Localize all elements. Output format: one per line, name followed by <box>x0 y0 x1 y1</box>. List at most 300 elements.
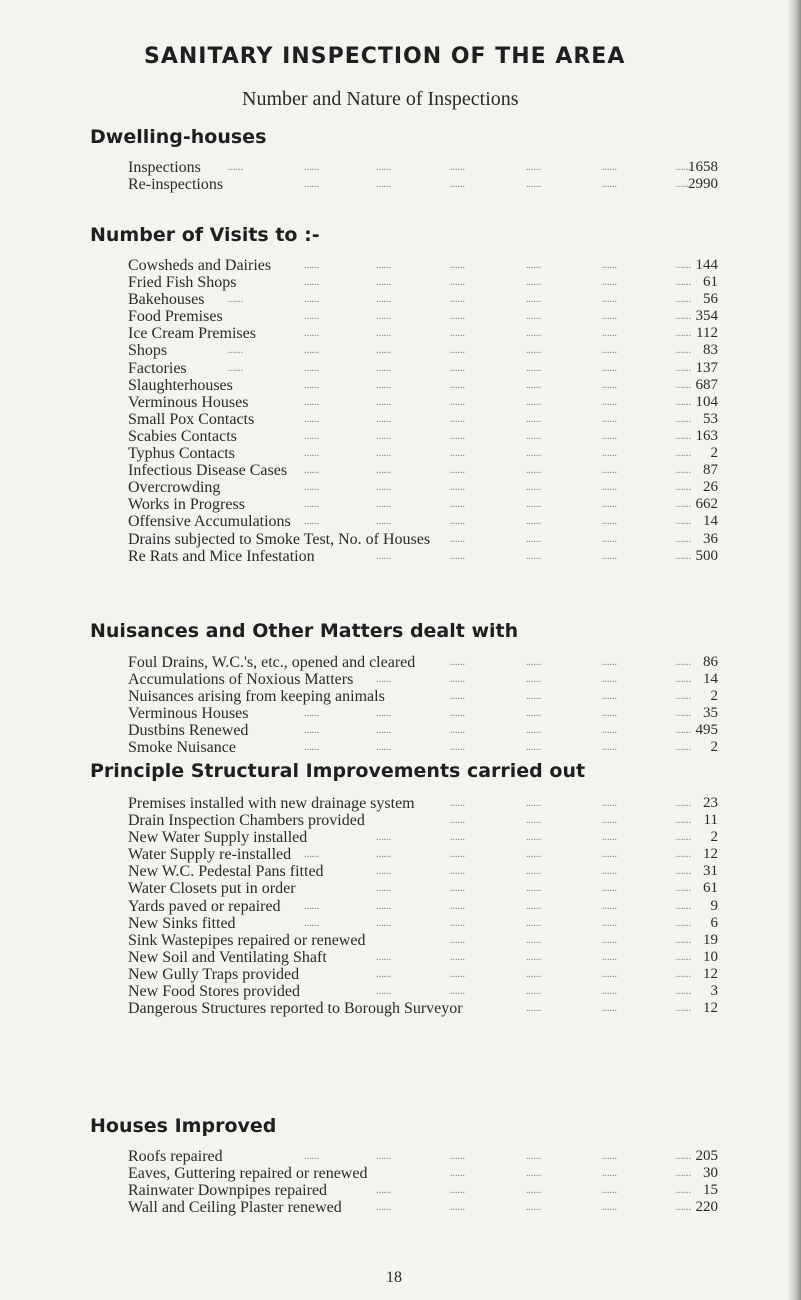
leader-dots: ...... <box>304 499 319 511</box>
leader-dots: ...... <box>304 362 319 374</box>
leader-dots: ...... <box>676 815 691 827</box>
leader-dots: ...... <box>228 294 243 306</box>
leader-dots: ...... <box>450 849 465 861</box>
leader-dots: ...... <box>526 379 541 391</box>
leader-dots: ...... <box>602 379 617 391</box>
leader-dots: ...... <box>602 362 617 374</box>
leader-dots: ...... <box>450 708 465 720</box>
leader-dots: ...... <box>304 708 319 720</box>
row-label: Scabies Contacts <box>128 427 237 445</box>
table-row <box>128 513 718 530</box>
leader-dots: ...... <box>228 162 243 173</box>
leader-dots: ...... <box>304 277 319 289</box>
table-row <box>128 1148 718 1165</box>
row-value: 112 <box>696 325 718 342</box>
leader-dots: ...... <box>450 1151 465 1162</box>
table-row <box>128 428 718 445</box>
leader-dots: ...... <box>526 849 541 861</box>
row-label: Roofs repaired <box>128 1148 223 1165</box>
table-row <box>128 1000 718 1017</box>
leader-dots: ...... <box>676 345 691 357</box>
leader-dots: ...... <box>526 413 541 425</box>
leader-dots: ...... <box>450 815 465 827</box>
leader-dots: ...... <box>228 345 243 357</box>
row-value: 86 <box>703 654 718 670</box>
leader-dots: ...... <box>676 849 691 861</box>
leader-dots: ...... <box>676 951 691 963</box>
leader-dots: ...... <box>376 883 391 895</box>
leader-dots: ...... <box>602 986 617 998</box>
leader-dots: ...... <box>304 345 319 357</box>
leader-dots: ...... <box>526 832 541 844</box>
row-label: Drain Inspection Chambers provided <box>128 812 365 830</box>
row-label: Shops <box>128 342 168 360</box>
leader-dots: ...... <box>450 362 465 374</box>
section-heading-houses-improved: Houses Improved <box>90 1115 277 1137</box>
leader-dots: ...... <box>676 413 691 425</box>
row-value: 61 <box>703 274 718 291</box>
row-value: 104 <box>695 393 718 410</box>
table-row <box>128 308 718 325</box>
leader-dots: ...... <box>376 1202 391 1214</box>
row-value: 163 <box>695 427 718 444</box>
leader-dots: ...... <box>602 179 617 191</box>
leader-dots: ...... <box>376 465 391 477</box>
leader-dots: ...... <box>602 413 617 425</box>
row-label: New Soil and Ventilating Shaft <box>128 948 327 966</box>
row-value: 662 <box>695 496 718 513</box>
row-value: 3 <box>710 983 718 1000</box>
leader-dots: ...... <box>450 742 465 754</box>
table-row <box>128 983 718 1000</box>
leader-dots: ...... <box>304 162 319 173</box>
leader-dots: ...... <box>602 1185 617 1197</box>
leader-dots: ...... <box>304 465 319 477</box>
leader-dots: ...... <box>602 691 617 703</box>
row-value: 11 <box>703 812 718 829</box>
leader-dots: ...... <box>450 934 465 946</box>
table-row <box>128 739 718 756</box>
leader-dots: ...... <box>526 294 541 306</box>
table-row <box>128 722 718 739</box>
leader-dots: ...... <box>602 260 617 271</box>
row-value: 2990 <box>688 176 718 193</box>
table-row <box>128 274 718 291</box>
leader-dots: ...... <box>376 866 391 878</box>
row-label: Overcrowding <box>128 479 221 497</box>
leader-dots: ...... <box>602 934 617 946</box>
row-label: New Sinks fitted <box>128 914 236 932</box>
leader-dots: ...... <box>602 866 617 878</box>
row-label: Typhus Contacts <box>128 445 235 463</box>
leader-dots: ...... <box>376 396 391 408</box>
row-value: 6 <box>710 914 718 931</box>
leader-dots: ...... <box>676 657 691 668</box>
table-row <box>128 496 718 513</box>
leader-dots: ...... <box>304 396 319 408</box>
row-label: New W.C. Pedestal Pans fitted <box>128 863 324 881</box>
leader-dots: ...... <box>450 691 465 703</box>
leader-dots: ...... <box>304 482 319 494</box>
table-row <box>128 932 718 949</box>
leader-dots: ...... <box>376 448 391 460</box>
page-edge-shadow <box>787 0 801 1300</box>
leader-dots: ...... <box>676 883 691 895</box>
leader-dots: ...... <box>676 550 691 562</box>
leader-dots: ...... <box>376 742 391 754</box>
table-row <box>128 898 718 915</box>
leader-dots: ...... <box>376 725 391 737</box>
table-row <box>128 795 718 812</box>
row-label: Factories <box>128 359 187 377</box>
row-value: 12 <box>703 1000 718 1017</box>
table-row <box>128 159 718 176</box>
leader-dots: ...... <box>304 328 319 340</box>
leader-dots: ...... <box>526 396 541 408</box>
leader-dots: ...... <box>450 328 465 340</box>
section-heading-visits: Number of Visits to :- <box>90 224 320 246</box>
leader-dots: ...... <box>602 674 617 686</box>
leader-dots: ...... <box>676 277 691 289</box>
leader-dots: ...... <box>526 1185 541 1197</box>
leader-dots: ...... <box>450 1168 465 1180</box>
leader-dots: ...... <box>450 448 465 460</box>
leader-dots: ...... <box>376 413 391 425</box>
leader-dots: ...... <box>676 533 691 545</box>
leader-dots: ...... <box>602 798 617 809</box>
row-label: Foul Drains, W.C.'s, etc., opened and cleared <box>128 654 416 671</box>
leader-dots: ...... <box>526 499 541 511</box>
leader-dots: ...... <box>526 951 541 963</box>
leader-dots: ...... <box>450 533 465 545</box>
row-value: 144 <box>695 257 718 273</box>
leader-dots: ...... <box>376 499 391 511</box>
leader-dots: ...... <box>450 162 465 173</box>
table-row <box>128 377 718 394</box>
leader-dots: ...... <box>676 934 691 946</box>
leader-dots: ...... <box>526 550 541 562</box>
leader-dots: ...... <box>676 1185 691 1197</box>
table-row <box>128 880 718 897</box>
leader-dots: ...... <box>526 986 541 998</box>
row-value: 12 <box>703 846 718 863</box>
leader-dots: ...... <box>526 362 541 374</box>
leader-dots: ...... <box>526 1202 541 1214</box>
leader-dots: ...... <box>676 482 691 494</box>
leader-dots: ...... <box>526 162 541 173</box>
row-label: Re-inspections <box>128 176 224 194</box>
leader-dots: ...... <box>676 691 691 703</box>
row-label: Dangerous Structures reported to Borough Surveyor <box>128 1000 463 1018</box>
table-row <box>128 1199 718 1216</box>
row-label: New Food Stores provided <box>128 983 300 1001</box>
table-row <box>128 445 718 462</box>
leader-dots: ...... <box>304 516 319 528</box>
leader-dots: ...... <box>676 379 691 391</box>
leader-dots: ...... <box>676 260 691 271</box>
leader-dots: ...... <box>450 379 465 391</box>
row-value: 53 <box>703 410 718 427</box>
leader-dots: ...... <box>450 294 465 306</box>
row-value: 14 <box>703 513 718 530</box>
leader-dots: ...... <box>676 798 691 809</box>
leader-dots: ...... <box>450 866 465 878</box>
leader-dots: ...... <box>450 900 465 912</box>
row-value: 56 <box>703 291 718 308</box>
leader-dots: ...... <box>376 179 391 191</box>
row-value: 1658 <box>688 159 718 175</box>
leader-dots: ...... <box>376 345 391 357</box>
leader-dots: ...... <box>526 1168 541 1180</box>
leader-dots: ...... <box>450 277 465 289</box>
leader-dots: ...... <box>602 815 617 827</box>
leader-dots: ...... <box>450 674 465 686</box>
leader-dots: ...... <box>450 917 465 929</box>
row-label: Cowsheds and Dairies <box>128 257 272 274</box>
row-label: Offensive Accumulations <box>128 513 291 531</box>
table-row <box>128 291 718 308</box>
leader-dots: ...... <box>376 917 391 929</box>
leader-dots: ...... <box>376 379 391 391</box>
row-label: Works in Progress <box>128 496 245 514</box>
table-row <box>128 462 718 479</box>
row-value: 19 <box>703 931 718 948</box>
leader-dots: ...... <box>450 550 465 562</box>
row-label: Bakehouses <box>128 291 205 309</box>
row-value: 2 <box>710 829 718 846</box>
leader-dots: ...... <box>376 900 391 912</box>
leader-dots: ...... <box>602 657 617 668</box>
leader-dots: ...... <box>676 900 691 912</box>
leader-dots: ...... <box>304 430 319 442</box>
leader-dots: ...... <box>676 866 691 878</box>
row-value: 205 <box>695 1148 718 1164</box>
leader-dots: ...... <box>676 986 691 998</box>
row-label: Smoke Nuisance <box>128 739 236 757</box>
leader-dots: ...... <box>526 866 541 878</box>
row-value: 354 <box>695 308 718 325</box>
leader-dots: ...... <box>526 900 541 912</box>
row-value: 9 <box>710 897 718 914</box>
leader-dots: ...... <box>676 294 691 306</box>
section-rows-nuisances <box>128 654 718 757</box>
leader-dots: ...... <box>376 328 391 340</box>
leader-dots: ...... <box>676 516 691 528</box>
table-row <box>128 257 718 274</box>
row-label: Wall and Ceiling Plaster renewed <box>128 1199 342 1217</box>
leader-dots: ...... <box>526 742 541 754</box>
row-value: 61 <box>703 880 718 897</box>
leader-dots: ...... <box>450 345 465 357</box>
row-value: 23 <box>703 795 718 811</box>
row-value: 2 <box>710 688 718 705</box>
leader-dots: ...... <box>450 951 465 963</box>
row-label: Accumulations of Noxious Matters <box>128 671 354 689</box>
section-heading-structural-improvements: Principle Structural Improvements carried out <box>90 760 586 782</box>
leader-dots: ...... <box>450 832 465 844</box>
leader-dots: ...... <box>304 1151 319 1162</box>
row-value: 687 <box>695 376 718 393</box>
section-rows-visits <box>128 257 718 565</box>
leader-dots: ...... <box>602 162 617 173</box>
leader-dots: ...... <box>450 499 465 511</box>
leader-dots: ...... <box>602 883 617 895</box>
leader-dots: ...... <box>304 413 319 425</box>
leader-dots: ...... <box>526 448 541 460</box>
leader-dots: ...... <box>376 550 391 562</box>
leader-dots: ...... <box>376 311 391 323</box>
row-value: 26 <box>703 479 718 496</box>
leader-dots: ...... <box>304 179 319 191</box>
leader-dots: ...... <box>602 499 617 511</box>
leader-dots: ...... <box>228 362 243 374</box>
leader-dots: ...... <box>376 708 391 720</box>
row-value: 495 <box>695 722 718 739</box>
leader-dots: ...... <box>526 674 541 686</box>
leader-dots: ...... <box>602 465 617 477</box>
row-label: Slaughterhouses <box>128 376 233 394</box>
leader-dots: ...... <box>376 1185 391 1197</box>
leader-dots: ...... <box>602 832 617 844</box>
leader-dots: ...... <box>676 1202 691 1214</box>
leader-dots: ...... <box>450 465 465 477</box>
leader-dots: ...... <box>676 742 691 754</box>
table-row <box>128 531 718 548</box>
leader-dots: ...... <box>376 516 391 528</box>
leader-dots: ...... <box>526 430 541 442</box>
leader-dots: ...... <box>676 448 691 460</box>
leader-dots: ...... <box>450 798 465 809</box>
leader-dots: ...... <box>602 742 617 754</box>
leader-dots: ...... <box>602 1168 617 1180</box>
leader-dots: ...... <box>676 1151 691 1162</box>
leader-dots: ...... <box>602 311 617 323</box>
leader-dots: ...... <box>526 260 541 271</box>
leader-dots: ...... <box>526 1003 541 1015</box>
leader-dots: ...... <box>676 465 691 477</box>
leader-dots: ...... <box>450 986 465 998</box>
table-row <box>128 812 718 829</box>
row-value: 14 <box>703 671 718 688</box>
leader-dots: ...... <box>450 430 465 442</box>
leader-dots: ...... <box>376 951 391 963</box>
leader-dots: ...... <box>602 533 617 545</box>
row-label: Verminous Houses <box>128 705 249 723</box>
leader-dots: ...... <box>450 1185 465 1197</box>
leader-dots: ...... <box>450 311 465 323</box>
leader-dots: ...... <box>526 277 541 289</box>
leader-dots: ...... <box>602 396 617 408</box>
row-label: Re Rats and Mice Infestation <box>128 547 315 565</box>
table-row <box>128 548 718 565</box>
row-label: Eaves, Guttering repaired or renewed <box>128 1165 368 1183</box>
leader-dots: ...... <box>450 413 465 425</box>
table-row <box>128 479 718 496</box>
leader-dots: ...... <box>602 900 617 912</box>
table-row <box>128 1182 718 1199</box>
leader-dots: ...... <box>450 516 465 528</box>
page-subtitle: Number and Nature of Inspections <box>242 88 519 110</box>
leader-dots: ...... <box>676 430 691 442</box>
leader-dots: ...... <box>526 708 541 720</box>
leader-dots: ...... <box>304 742 319 754</box>
table-row <box>128 325 718 342</box>
row-label: Infectious Disease Cases <box>128 462 288 480</box>
leader-dots: ...... <box>602 725 617 737</box>
leader-dots: ...... <box>376 277 391 289</box>
leader-dots: ...... <box>676 1168 691 1180</box>
leader-dots: ...... <box>376 832 391 844</box>
leader-dots: ...... <box>450 968 465 980</box>
leader-dots: ...... <box>526 934 541 946</box>
leader-dots: ...... <box>676 832 691 844</box>
row-label: Verminous Houses <box>128 393 249 411</box>
leader-dots: ...... <box>602 482 617 494</box>
leader-dots: ...... <box>376 294 391 306</box>
table-row <box>128 360 718 377</box>
leader-dots: ...... <box>376 986 391 998</box>
row-label: Nuisances arising from keeping animals <box>128 688 385 706</box>
leader-dots: ...... <box>602 1003 617 1015</box>
leader-dots: ...... <box>526 179 541 191</box>
leader-dots: ...... <box>450 482 465 494</box>
leader-dots: ...... <box>526 482 541 494</box>
leader-dots: ...... <box>450 179 465 191</box>
page-number: 18 <box>386 1269 402 1286</box>
leader-dots: ...... <box>304 448 319 460</box>
leader-dots: ...... <box>602 1202 617 1214</box>
row-value: 2 <box>710 445 718 462</box>
leader-dots: ...... <box>526 917 541 929</box>
leader-dots: ...... <box>376 260 391 271</box>
leader-dots: ...... <box>676 396 691 408</box>
table-row <box>128 342 718 359</box>
row-label: Rainwater Downpipes repaired <box>128 1182 328 1200</box>
section-rows-houses-improved <box>128 1148 718 1216</box>
row-value: 10 <box>703 948 718 965</box>
leader-dots: ...... <box>602 448 617 460</box>
row-label: Water Closets put in order <box>128 880 296 898</box>
table-row <box>128 915 718 932</box>
leader-dots: ...... <box>304 917 319 929</box>
leader-dots: ...... <box>304 849 319 861</box>
leader-dots: ...... <box>526 311 541 323</box>
leader-dots: ...... <box>526 516 541 528</box>
table-row <box>128 949 718 966</box>
row-label: New Water Supply installed <box>128 829 308 847</box>
section-rows-dwelling-houses <box>128 159 718 193</box>
row-value: 500 <box>695 547 718 564</box>
leader-dots: ...... <box>376 362 391 374</box>
section-heading-dwelling-houses: Dwelling-houses <box>90 126 267 148</box>
leader-dots: ...... <box>676 725 691 737</box>
row-value: 15 <box>703 1182 718 1199</box>
leader-dots: ...... <box>602 951 617 963</box>
leader-dots: ...... <box>676 328 691 340</box>
row-value: 30 <box>703 1165 718 1182</box>
leader-dots: ...... <box>602 550 617 562</box>
leader-dots: ...... <box>602 277 617 289</box>
leader-dots: ...... <box>376 849 391 861</box>
row-value: 31 <box>703 863 718 880</box>
leader-dots: ...... <box>676 499 691 511</box>
leader-dots: ...... <box>526 968 541 980</box>
leader-dots: ...... <box>450 883 465 895</box>
leader-dots: ...... <box>376 162 391 173</box>
leader-dots: ...... <box>450 260 465 271</box>
leader-dots: ...... <box>602 917 617 929</box>
row-label: Fried Fish Shops <box>128 274 237 292</box>
